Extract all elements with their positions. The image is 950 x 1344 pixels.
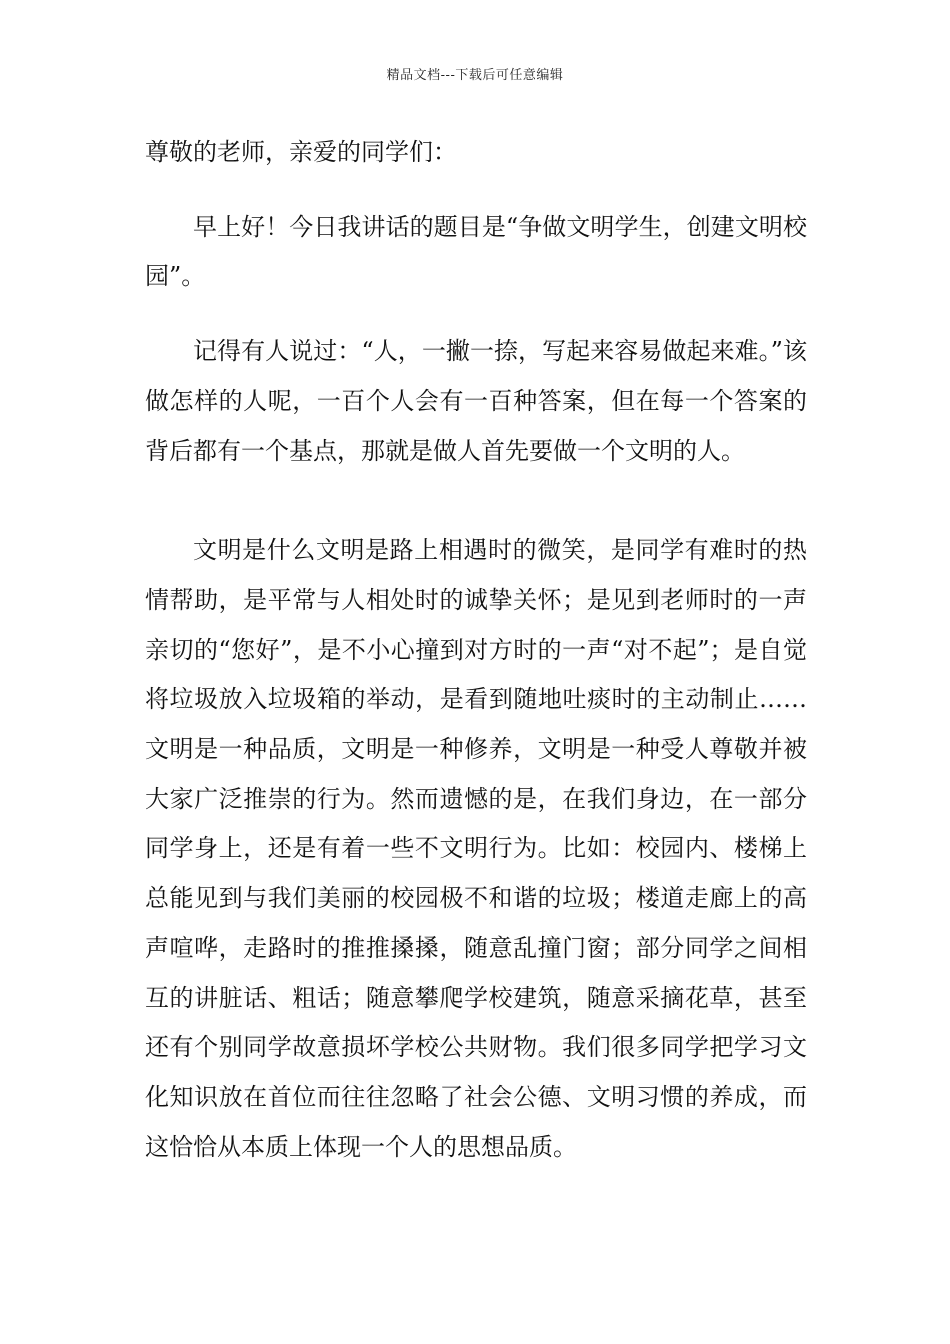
paragraph-civility: 文明是什么文明是路上相遇时的微笑，是同学有难时的热情帮助，是平常与人相处时的诚挚关怀；是见到老师时的一声亲切的“您好”，是不小心撞到对方时的一声“对不起”；是自觉将垃圾放入垃圾箱的举动，是看到随地吐痰时的主动制止……文明是一种品质，文明是一种修养，文明是一种受人尊敬并被大家广泛推崇的行为。然而遗憾的是，在我们身边，在一部分同学身上，还是有着一些不文明行为。比如：校园内、楼梯上总能见到与我们美丽的校园极不和谐的垃圾；楼道走廊上的高声喧哗，走路时的推推搡搡，随意乱撞门窗；部分同学之间相互的讲脏话、粗话；随意攀爬学校建筑，随意采摘花草，甚至还有个别同学故意损坏学校公共财物。我们很多同学把学习文化知识放在首位而往往忽略了社会公德、文明习惯的养成，而这恰恰从本质上体现一个人的思想品质。	[145, 536, 807, 1161]
document-body	[145, 128, 807, 1172]
paragraph-greeting: 早上好！今日我讲话的题目是“争做文明学生，创建文明校园”。	[145, 212, 807, 291]
page-header: 精品文档---下载后可任意编辑	[386, 68, 564, 83]
salutation: 尊敬的老师，亲爱的同学们：	[145, 138, 457, 166]
paragraph-quote: 记得有人说过：“人，一撇一捺，写起来容易做起来难。”该做怎样的人呢，一百个人会有一百种答案，但在每一个答案的背后都有一个基点，那就是做人首先要做一个文明的人。	[145, 337, 807, 465]
